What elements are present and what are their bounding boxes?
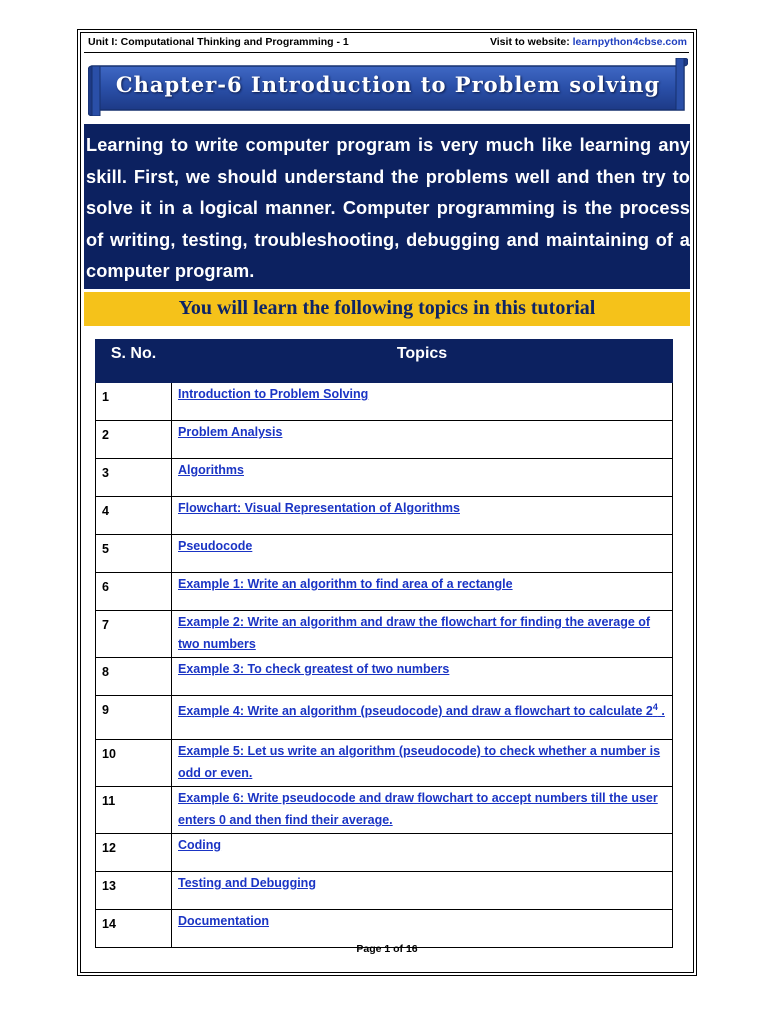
topic-link-text: Example 2: Write an algorithm and draw the flowchart for finding the average of two numbers bbox=[178, 615, 651, 651]
chapter-banner bbox=[88, 58, 688, 116]
topic-link[interactable] bbox=[178, 539, 252, 553]
row-number: 11 bbox=[96, 787, 172, 834]
table-header-row bbox=[96, 340, 673, 383]
topics-table bbox=[95, 339, 673, 948]
row-number: 4 bbox=[96, 497, 172, 535]
row-topic bbox=[172, 535, 673, 573]
row-topic bbox=[172, 459, 673, 497]
topic-link-text: Introduction to Problem Solving bbox=[178, 387, 369, 401]
header-unit-title: Unit I: Computational Thinking and Programming - 1 bbox=[88, 36, 349, 48]
topic-link-text: Example 5: Let us write an algorithm (pseudocode) to check whether a number is odd or even. bbox=[178, 744, 661, 780]
topic-link[interactable] bbox=[178, 425, 282, 439]
table-row bbox=[96, 535, 673, 573]
topic-link-text: Testing and Debugging bbox=[178, 876, 316, 890]
table-row bbox=[96, 459, 673, 497]
row-number: 14 bbox=[96, 910, 172, 948]
row-topic bbox=[172, 872, 673, 910]
topic-link-text: Flowchart: Visual Representation of Algorithms bbox=[178, 501, 460, 515]
row-number: 10 bbox=[96, 740, 172, 787]
row-number: 8 bbox=[96, 658, 172, 696]
row-topic bbox=[172, 573, 673, 611]
topic-link[interactable] bbox=[178, 704, 665, 718]
header-divider bbox=[84, 52, 689, 53]
table-row bbox=[96, 910, 673, 948]
chapter-title: Chapter-6 Introduction to Problem solving bbox=[115, 72, 661, 97]
topic-link[interactable] bbox=[178, 463, 244, 477]
topics-heading: You will learn the following topics in this tutorial bbox=[84, 292, 690, 326]
topic-link[interactable] bbox=[178, 662, 449, 676]
topic-link-text: Algorithms bbox=[178, 463, 244, 477]
table-row bbox=[96, 740, 673, 787]
topic-link-tail: . bbox=[657, 704, 665, 719]
column-header-sno: S. No. bbox=[96, 340, 172, 383]
topic-link[interactable] bbox=[178, 791, 658, 827]
table-row bbox=[96, 787, 673, 834]
table-row bbox=[96, 872, 673, 910]
row-number: 12 bbox=[96, 834, 172, 872]
row-topic bbox=[172, 658, 673, 696]
page-number: Page 1 of 16 bbox=[356, 943, 418, 955]
topic-link[interactable] bbox=[178, 838, 221, 852]
topic-superscript: 4 bbox=[652, 702, 658, 712]
table-row bbox=[96, 696, 673, 740]
header-website-link[interactable]: learnpython4cbse.com bbox=[572, 36, 687, 48]
row-topic bbox=[172, 787, 673, 834]
table-row bbox=[96, 383, 673, 421]
topic-link[interactable] bbox=[178, 615, 650, 651]
row-number: 1 bbox=[96, 383, 172, 421]
topic-link-text: Example 6: Write pseudocode and draw flowchart to accept numbers till the user enters 0 and then find their average. bbox=[178, 791, 658, 827]
topic-link[interactable] bbox=[178, 876, 316, 890]
row-number: 3 bbox=[96, 459, 172, 497]
table-row bbox=[96, 834, 673, 872]
topic-link-text: Example 1: Write an algorithm to find area of a rectangle bbox=[178, 577, 513, 591]
row-topic bbox=[172, 611, 673, 658]
table-row bbox=[96, 497, 673, 535]
topic-link-text: Example 4: Write an algorithm (pseudocode) and draw a flowchart to calculate 2 bbox=[178, 704, 653, 719]
row-number: 5 bbox=[96, 535, 172, 573]
row-topic bbox=[172, 497, 673, 535]
intro-text: Learning to write computer program is very much like learning any skill. First, we should understand the problems well and then try to solve it in a logical manner. Computer programming is the process of writing, testing, troubleshooting, debugging and maintaining of a computer program. bbox=[86, 135, 690, 282]
row-number: 7 bbox=[96, 611, 172, 658]
table-row bbox=[96, 573, 673, 611]
topic-link[interactable] bbox=[178, 577, 513, 591]
row-topic bbox=[172, 421, 673, 459]
topic-link-text: Problem Analysis bbox=[178, 425, 283, 439]
topic-link[interactable] bbox=[178, 744, 660, 780]
header-website bbox=[490, 36, 687, 48]
row-number: 2 bbox=[96, 421, 172, 459]
table-row bbox=[96, 421, 673, 459]
table-row bbox=[96, 658, 673, 696]
topic-link-text: Documentation bbox=[178, 914, 269, 928]
row-topic bbox=[172, 910, 673, 948]
header-website-prefix: Visit to website: bbox=[489, 36, 573, 48]
row-number: 13 bbox=[96, 872, 172, 910]
intro-panel bbox=[84, 124, 690, 289]
topics-table-body bbox=[96, 383, 673, 948]
row-topic bbox=[172, 834, 673, 872]
topic-link[interactable] bbox=[178, 501, 460, 515]
topic-link[interactable] bbox=[178, 387, 368, 401]
row-topic bbox=[172, 383, 673, 421]
row-topic bbox=[172, 696, 673, 740]
row-topic bbox=[172, 740, 673, 787]
table-row bbox=[96, 611, 673, 658]
topic-link-text: Pseudocode bbox=[178, 539, 253, 553]
topic-link[interactable] bbox=[178, 914, 269, 928]
row-number: 9 bbox=[96, 696, 172, 740]
topic-link-text: Example 3: To check greatest of two numbers bbox=[178, 662, 450, 676]
topic-link-text: Coding bbox=[178, 838, 222, 852]
column-header-topics: Topics bbox=[172, 340, 673, 383]
row-number: 6 bbox=[96, 573, 172, 611]
